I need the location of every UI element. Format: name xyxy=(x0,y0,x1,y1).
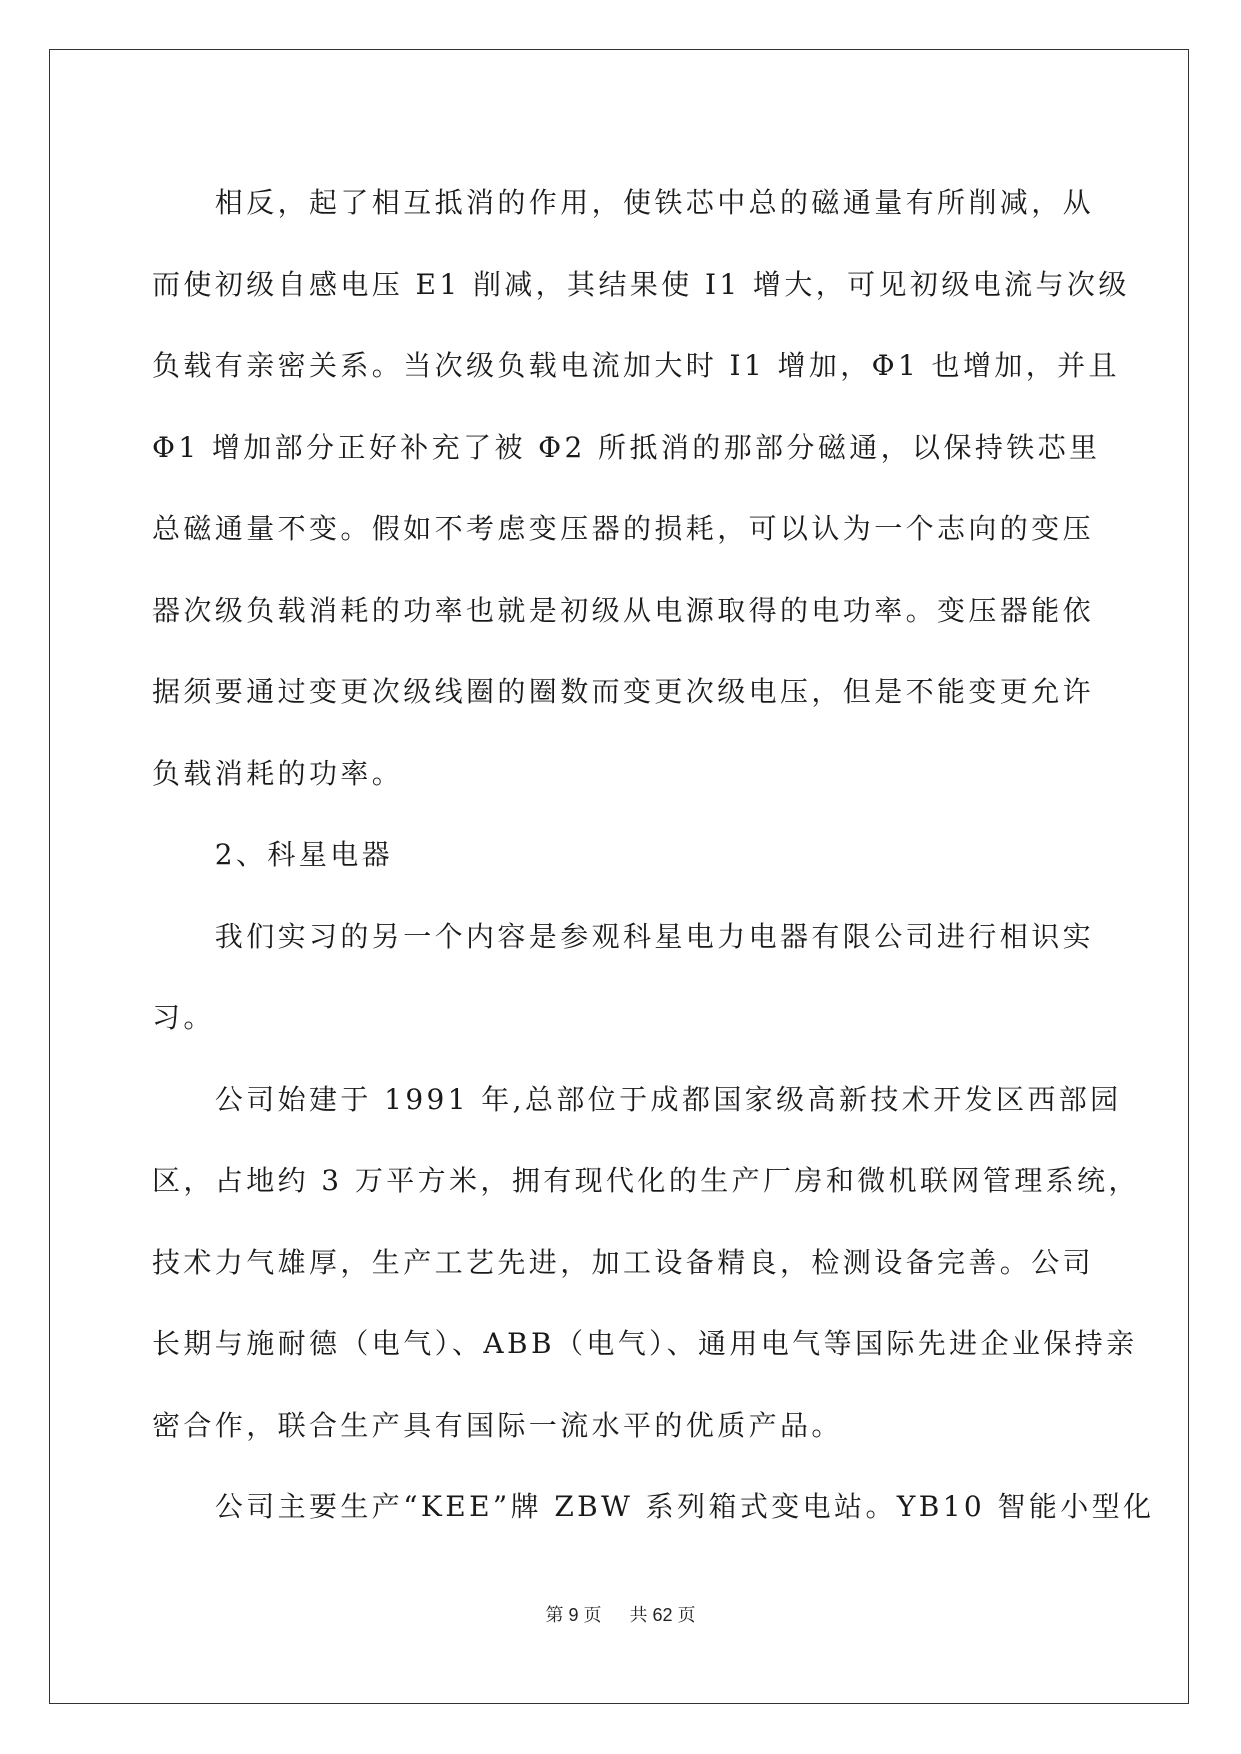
page-number: 第 9 页 xyxy=(545,1605,602,1625)
text-line: 据须要通过变更次级线圈的圈数而变更次级电压，但是不能变更允许 xyxy=(152,675,1095,708)
paragraph-transformer-text xyxy=(152,162,1130,814)
text-line: 技术力气雄厚，生产工艺先进，加工设备精良，检测设备完善。公司 xyxy=(152,1245,1095,1279)
text-line: 器次级负载消耗的功率也就是初级从电源取得的电功率。变压器能依 xyxy=(152,593,1095,627)
text-line: 公司始建于 1991 年,总部位于成都国家级高新技术开发区西部园 xyxy=(152,1082,1122,1116)
page-total: 共 62 页 xyxy=(629,1605,696,1625)
text-line: 相反，起了相互抵消的作用，使铁芯中总的磁通量有所削减，从 xyxy=(152,186,1095,219)
text-line: 负载有亲密关系。当次级负载电流加大时 I1 增加，Φ1 也增加，并且 xyxy=(152,349,1120,382)
text-line: Φ1 增加部分正好补充了被 Φ2 所抵消的那部分磁通，以保持铁芯里 xyxy=(152,430,1101,464)
text-line: 区，占地约 3 万平方米，拥有现代化的生产厂房和微机联网管理系统， xyxy=(152,1164,1140,1197)
text-line: 而使初级自感电压 E1 削减，其结果使 I1 增大，可见初级电流与次级 xyxy=(152,267,1130,301)
paragraph-products xyxy=(152,1466,1155,1548)
text-line: 总磁通量不变。假如不考虑变压器的损耗，可以认为一个志向的变压 xyxy=(152,512,1095,545)
paragraph-company-profile xyxy=(152,1059,1140,1467)
text-line: 习。 xyxy=(152,1001,215,1034)
section-heading xyxy=(152,814,1087,896)
text-line: 长期与施耐德（电气）、ABB（电气）、通用电气等国际先进企业保持亲 xyxy=(152,1327,1138,1360)
text-line: 2、科星电器 xyxy=(152,838,394,871)
text-line: 负载消耗的功率。 xyxy=(152,756,404,790)
text-line: 密合作，联合生产具有国际一流水平的优质产品。 xyxy=(152,1408,843,1442)
text-line: 我们实习的另一个内容是参观科星电力电器有限公司进行相识实 xyxy=(152,919,1095,953)
text-line: 公司主要生产“KEE”牌 ZBW 系列箱式变电站。YB10 智能小型化 xyxy=(152,1490,1155,1523)
page-footer xyxy=(0,1601,1241,1627)
paragraph-visit-intro xyxy=(152,896,1095,1059)
document-body xyxy=(152,162,1155,1548)
